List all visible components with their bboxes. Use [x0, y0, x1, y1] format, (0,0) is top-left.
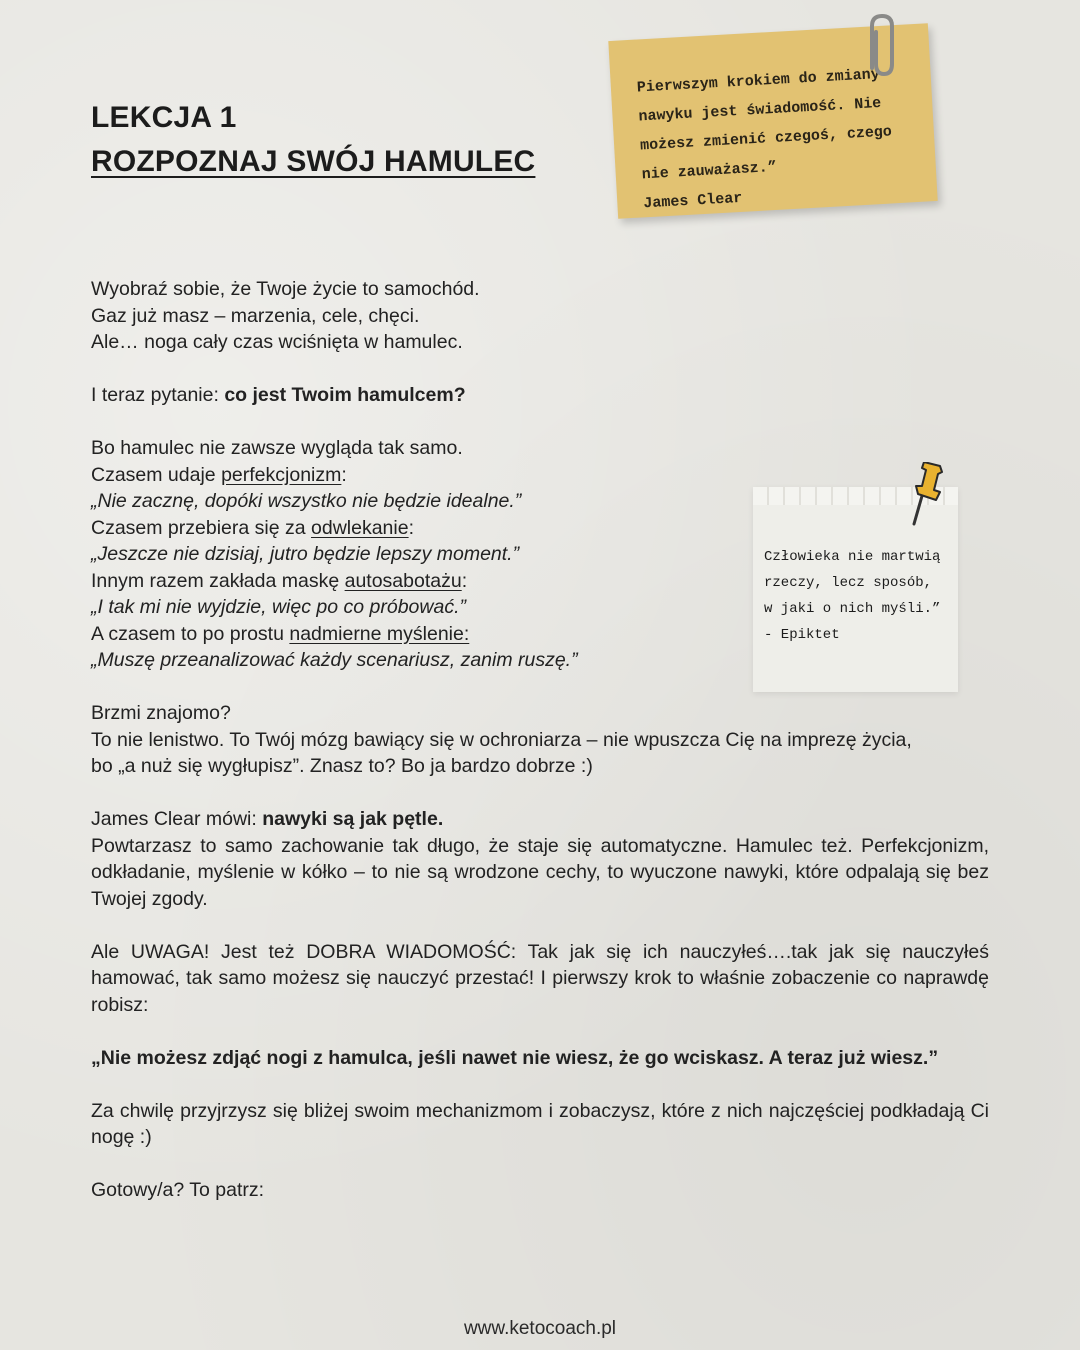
intro-paragraph: [91, 276, 989, 356]
text-line: bo „a nuż się wygłupisz”. Znasz to? Bo ja bardzo dobrze :): [91, 755, 593, 777]
text-line: To nie lenistwo. To Twój mózg bawiący się w ochroniarza – nie wpuszcza Cię na imprezę życia,: [91, 728, 912, 751]
familiar-paragraph: [91, 700, 989, 780]
brake-lead: Czasem przebiera się za: [91, 516, 312, 539]
habits-text: Powtarzasz to samo zachowanie tak długo, że staje się automatyczne. Hamulec też. Perfekcjonizm, odkładanie, myślenie w kółko – to nie są wrodzone cechy, to wyuczone nawyki, które odpalają się bez Twojej zgody.: [91, 834, 989, 910]
sticky-note-text: [636, 58, 924, 218]
quote-author: James Clear: [642, 189, 743, 213]
question-bold: co jest Twoim hamulcem?: [224, 384, 466, 406]
text-line: Ale… noga cały czas wciśnięta w hamulec.: [91, 331, 463, 353]
brake-tail: :: [408, 516, 415, 539]
lesson-body: [91, 276, 989, 1230]
quote-line: Pierwszym krokiem do zmiany: [636, 65, 881, 97]
footer-url[interactable]: www.ketocoach.pl: [463, 1318, 617, 1339]
brake-quote: „Muszę przeanalizować każdy scenariusz, zanim ruszę.”: [91, 649, 578, 671]
brakes-paragraph: [91, 435, 989, 674]
brake-term: perfekcjonizm: [221, 463, 342, 486]
next-step-paragraph: Za chwilę przyjrzysz się bliżej swoim mechanizmom i zobaczysz, które z nich najczęściej podkładają Ci nogę :): [91, 1099, 989, 1148]
text-line: Bo hamulec nie zawsze wygląda tak samo.: [91, 437, 463, 459]
brake-lead: Innym razem zakłada maskę: [91, 569, 345, 592]
brake-quote: „Jeszcze nie dzisiaj, jutro będzie lepszy moment.”: [91, 543, 520, 565]
brake-term: nadmierne myślenie:: [289, 622, 470, 645]
habits-paragraph: [91, 806, 989, 912]
quote-line: w jaki o nich myśli.”: [764, 601, 941, 617]
brake-tail: :: [341, 463, 347, 486]
quote-line: nie zauważasz.”: [641, 158, 778, 184]
quote-line: możesz zmienić czegoś, czego: [639, 123, 893, 155]
question-lead: I teraz pytanie:: [91, 384, 225, 406]
ready-paragraph: Gotowy/a? To patrz:: [91, 1179, 265, 1201]
habits-bold: nawyki są jak pętle.: [262, 808, 444, 830]
text-line: Gaz już masz – marzenia, cele, chęci.: [91, 304, 420, 327]
text-line: Wyobraź sobie, że Twoje życie to samochód.: [91, 278, 480, 300]
quote-line: rzeczy, lecz sposób,: [764, 575, 933, 591]
brake-term: autosabotażu: [344, 569, 462, 592]
paperclip-icon: [858, 10, 906, 80]
habits-lead: James Clear mówi:: [91, 808, 263, 830]
brake-quote: „I tak mi nie wyjdzie, więc po co próbować.”: [91, 596, 466, 618]
key-quote: „Nie możesz zdjąć nogi z hamulca, jeśli nawet nie wiesz, że go wciskasz. A teraz już wiesz.”: [91, 1046, 939, 1069]
good-news-paragraph: Ale UWAGA! Jest też DOBRA WIADOMOŚĆ: Tak jak się ich nauczyłeś….tak jak się nauczyłeś hamować, tak samo możesz się nauczyć przestać! I pierwszy krok to właśnie zobaczenie co naprawdę robisz:: [91, 940, 989, 1016]
brake-lead: Czasem udaje: [91, 463, 222, 486]
lesson-number: LEKCJA 1: [91, 101, 237, 134]
brake-lead: A czasem to po prostu: [91, 622, 290, 645]
text-line: Brzmi znajomo?: [91, 702, 231, 724]
lesson-title: ROZPOZNAJ SWÓJ HAMULEC: [91, 145, 536, 178]
quote-line: nawyku jest świadomość. Nie: [638, 94, 882, 126]
quote-line: Człowieka nie martwią: [764, 549, 941, 565]
quote-author: - Epiktet: [764, 627, 840, 643]
brake-tail: :: [461, 569, 468, 592]
page-title: [91, 96, 535, 184]
brake-quote: „Nie zacznę, dopóki wszystko nie będzie idealne.”: [91, 490, 522, 512]
question-paragraph: [91, 382, 989, 409]
brake-term: odwlekanie: [311, 516, 409, 539]
